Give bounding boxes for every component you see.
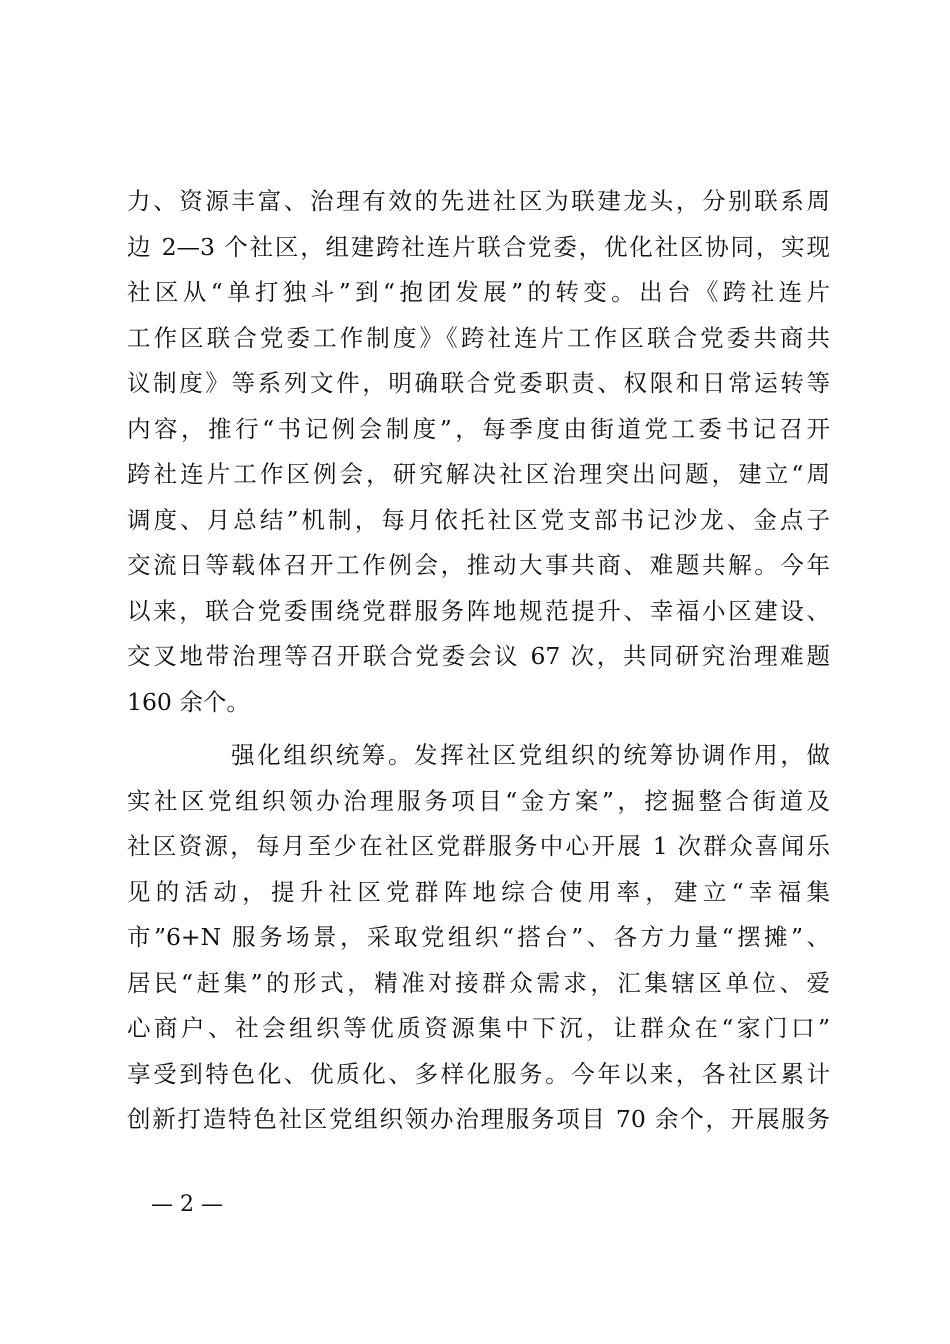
text-line: 享受到特色化、优质化、多样化服务。今年以来，各社区累计 (127, 1059, 830, 1088)
text-line: 跨社连片工作区例会，研究解决社区治理突出问题，建立“周 (127, 460, 830, 488)
text-line: 内容，推行“书记例会制度”，每季度由街道党工委书记召开 (127, 414, 830, 443)
text-line: 交流日等载体召开工作例会，推动大事共商、难题共解。今年 (127, 551, 830, 579)
text-line: 160 余个。 (127, 687, 250, 716)
text-line: 创新打造特色社区党组织领办治理服务项目 70 余个，开展服务 (127, 1105, 830, 1133)
text-line: 市”6+N 服务场景，采取党组织“搭台”、各方力量“摆摊”、 (127, 923, 830, 951)
text-line: 调度、月总结”机制，每月依托社区党支部书记沙龙、金点子 (127, 505, 830, 534)
text-line: 以来，联合党委围绕党群服务阵地规范提升、幸福小区建设、 (127, 596, 830, 625)
text-line: 边 2—3 个社区，组建跨社连片联合党委，优化社区协同，实现 (127, 232, 830, 261)
page-number: — 2 — (151, 1192, 223, 1217)
text-line: 工作区联合党委工作制度》《跨社连片工作区联合党委共商共 (127, 323, 830, 352)
paragraph-1 (127, 179, 830, 725)
text-line: 交叉地带治理等召开联合党委会议 67 次，共同研究治理难题 (127, 642, 830, 670)
paragraph-2 (127, 733, 830, 1143)
text-line: 议制度》等系列文件，明确联合党委职责、权限和日常运转等 (127, 369, 830, 397)
text-line: 实社区党组织领办治理服务项目“金方案”，挖掘整合街道及 (127, 786, 830, 815)
text-line: 居民“赶集”的形式，精准对接群众需求，汇集辖区单位、爱 (127, 968, 830, 997)
text-line: 社区资源，每月至少在社区党群服务中心开展 1 次群众喜闻乐 (127, 832, 830, 860)
paragraph-heading-line: 强化组织统筹。发挥社区党组织的统筹协调作用，做 (231, 741, 830, 769)
text-line: 心商户、社会组织等优质资源集中下沉，让群众在“家门口” (127, 1014, 830, 1042)
text-line: 见的活动，提升社区党群阵地综合使用率，建立“幸福集 (127, 877, 830, 906)
text-line: 力、资源丰富、治理有效的先进社区为联建龙头，分别联系周 (127, 187, 830, 215)
text-line: 社区从“单打独斗”到“抱团发展”的转变。出台《跨社连片 (127, 278, 830, 306)
